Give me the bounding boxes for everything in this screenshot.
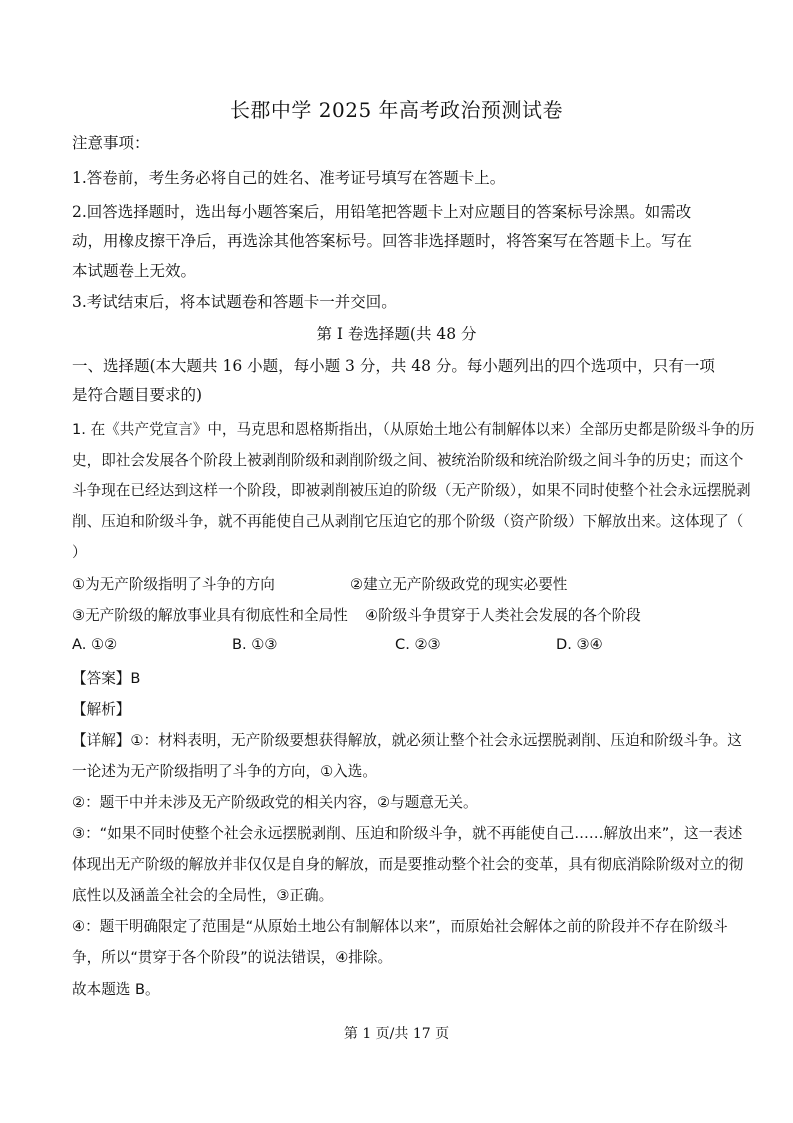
answer-value: B (130, 670, 141, 687)
part-instruction-line: 是符合题目要求的) (72, 386, 203, 404)
explanation-line: ①：材料表明，无产阶级要想获得解放，就必须让整个社会永远摆脱剥削、压迫和阶级斗争。这 (130, 732, 742, 749)
notice-line: 3.考试结束后，将本试题卷和答题卡一并交回。 (72, 293, 397, 311)
explanation-line: 底性以及涵盖全社会的全局性，③正确。 (72, 887, 334, 904)
answer-line (72, 667, 724, 688)
explanation-line: 争，所以“贯穿于各个阶段”的说法错误，④排除。 (72, 949, 393, 966)
explanation-line: 故本题选 B。 (72, 981, 160, 998)
explanation-line: 一论述为无产阶级指明了斗争的方向，①入选。 (72, 763, 377, 780)
section-title: 第 I 卷选择题(共 48 分 (316, 325, 477, 343)
notice-line: 本试题卷上无效。 (72, 262, 197, 280)
question-stem-line: 斗争现在已经达到这样一个阶段，即被剥削被压迫的阶级（无产阶级），如果不同时使整个社会永远摆脱剥 (72, 482, 751, 499)
page-footer: 第 1 页/共 17 页 (343, 1026, 450, 1042)
explanation-line: ④：题干明确限定了范围是“从原始土地公有制解体以来”，而原始社会解体之前的阶段并不存在阶级斗 (72, 918, 728, 935)
explanation-line: 体现出无产阶级的解放并非仅仅是自身的解放，而是要推动整个社会的变革，具有彻底消除阶级对立的彻 (72, 856, 744, 873)
question-stem-line: 1. 在《共产党宣言》中，马克思和恩格斯指出，（从原始土地公有制解体以来）全部历史都是阶级斗争的历 (72, 421, 755, 438)
question-stem-line: 削、压迫和阶级斗争，就不再能使自己从剥削它压迫它的那个阶级（资产阶级）下解放出来。这体现了（ (72, 513, 744, 530)
analysis-label: 【解析】 (72, 701, 131, 718)
question-stem-line: 史，即社会发展各个阶段上被剥削阶级和剥削阶级之间、被统治阶级和统治阶级之间斗争的历史；而这个 (72, 452, 744, 469)
statement-1: ①为无产阶级指明了斗争的方向 (72, 576, 275, 593)
notice-heading: 注意事项： (72, 134, 150, 152)
option-a: A. ①② (72, 636, 118, 653)
option-d: D. ③④ (556, 636, 603, 653)
notice-line: 1.答卷前，考生务必将自己的姓名、准考证号填写在答题卡上。 (72, 169, 506, 187)
statement-2: ②建立无产阶级政党的现实必要性 (350, 576, 568, 593)
detail-line (72, 729, 742, 750)
option-b: B. ①③ (232, 636, 278, 653)
explanation-line: ③：“如果不同时使整个社会永远摆脱剥削、压迫和阶级斗争，就不再能使自己……解放出来”，这一表述 (72, 825, 743, 842)
statement-3: ③无产阶级的解放事业具有彻底性和全局性 (72, 607, 348, 624)
question-stem-line: ） (72, 544, 87, 561)
part-instruction-line: 一、选择题(本大题共 16 小题，每小题 3 分，共 48 分。每小题列出的四个选项中，只有一项 (72, 357, 715, 375)
answer-label: 【答案】 (72, 670, 131, 687)
page-title: 长郡中学 2025 年高考政治预测试卷 (229, 98, 564, 122)
notice-line: 动，用橡皮擦干净后，再选涂其他答案标号。回答非选择题时，将答案写在答题卡上。写在 (72, 232, 693, 250)
explanation-line: ②：题干中并未涉及无产阶级政党的相关内容，②与题意无关。 (72, 794, 478, 811)
notice-line: 2.回答选择题时，选出每小题答案后，用铅笔把答题卡上对应题目的答案标号涂黑。如需改 (72, 203, 692, 221)
option-c: C. ②③ (395, 636, 441, 653)
statement-4: ④阶级斗争贯穿于人类社会发展的各个阶段 (365, 607, 641, 624)
detail-label: 【详解】 (72, 732, 131, 749)
